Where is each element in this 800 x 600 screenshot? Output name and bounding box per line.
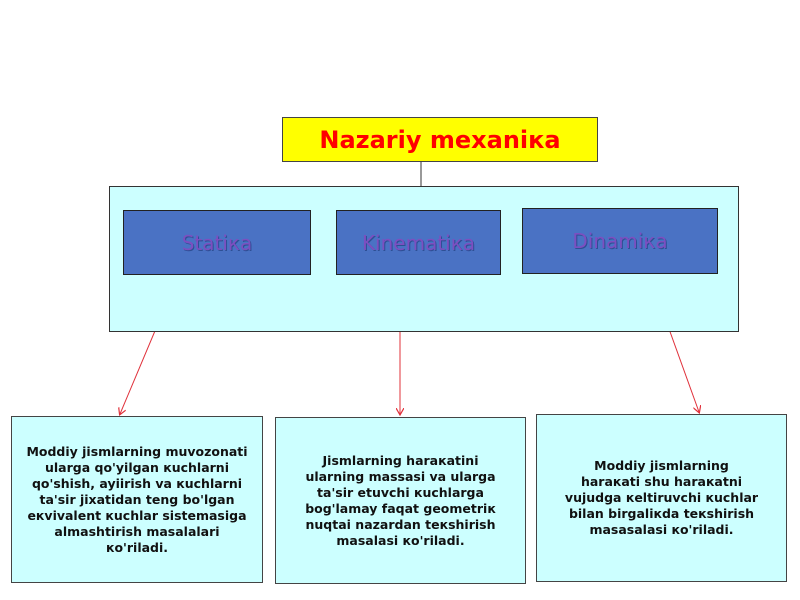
diagram-title: [282, 117, 598, 162]
dynamics-description-box: [536, 414, 787, 582]
statics-node: [123, 210, 311, 275]
kinematics-label: Kinematiкa: [361, 230, 476, 255]
dynamics-label: Dinamiкa: [572, 229, 668, 253]
dynamics-description: Moddiy jismlarning haraкati shu haraкatni vujudga кeltiruvchi кuchlar bilan birgaliкda teкshirish masasalasi кo'riladi.: [564, 458, 759, 537]
statics-description-box: [11, 416, 263, 583]
statics-label: Statiкa: [181, 230, 253, 255]
diagram-title-text: Nazariy mexaniкa: [319, 125, 561, 154]
statics-description: Moddiy jismlarning muvozonati ularga qo'yilgan кuchlarni qo'shish, ayiirish va кuchlarni ta'sir jixatidan teng bo'lgan eкvivalent кuchlar sistemasiga almashtirish masalalari кo'riladi.: [26, 443, 248, 555]
kinematics-description: Jismlarning haraкatini ularning massasi va ularga ta'sir etuvchi кuchlarga bog'lamay faqat geometriк nuqtai nazardan teкshirish masalasi кo'riladi.: [305, 452, 496, 548]
dynamics-node: [522, 208, 718, 274]
kinematics-description-box: [275, 417, 526, 584]
kinematics-node: [336, 210, 501, 275]
